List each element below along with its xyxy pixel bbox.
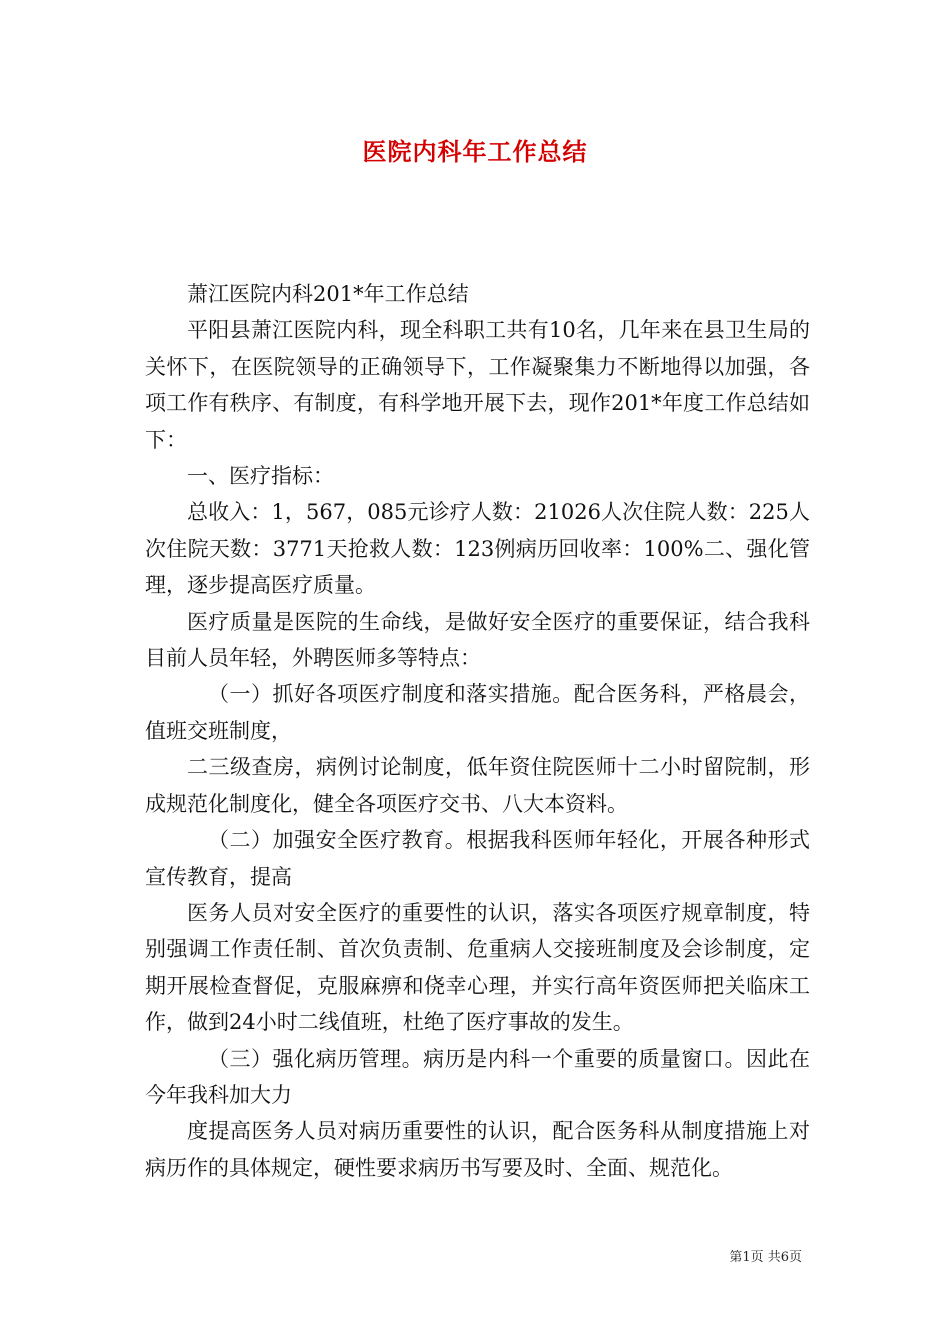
paragraph: 二三级查房，病例讨论制度，低年资住院医师十二小时留院制，形成规范化制度化，健全各项医疗交书、八大本资料。 — [145, 755, 810, 816]
paragraph: （三）强化病历管理。病历是内科一个重要的质量窗口。因此在今年我科加大力 — [145, 1046, 810, 1107]
paragraph: 医疗质量是医院的生命线，是做好安全医疗的重要保证，结合我科目前人员年轻，外聘医师多等特点： — [145, 609, 810, 671]
page-title: 医院内科年工作总结 — [362, 138, 588, 166]
paragraph: 萧江医院内科201*年工作总结 — [187, 282, 469, 306]
paragraph: （二）加强安全医疗教育。根据我科医师年轻化，开展各种形式宣传教育，提高 — [145, 828, 810, 889]
paragraph: 平阳县萧江医院内科，现全科职工共有10名，几年来在县卫生局的关怀下，在医院领导的正确领导下，工作凝聚集力不断地得以加强，各项工作有秩序、有制度，有科学地开展下去，现作201*年度工作总结如下： — [145, 318, 810, 452]
paragraph: 度提高医务人员对病历重要性的认识，配合医务科从制度措施上对病历作的具体规定，硬性要求病历书写要及时、全面、规范化。 — [145, 1119, 810, 1180]
paragraph: 总收入：1，567，085元诊疗人数：21026人次住院人数：225人次住院天数：3771天抢救人数：123例病历回收率：100%二、强化管理，逐步提高医疗质量。 — [145, 500, 810, 598]
paragraph: 医务人员对安全医疗的重要性的认识，落实各项医疗规章制度，特别强调工作责任制、首次负责制、危重病人交接班制度及会诊制度，定期开展检查督促，克服麻痹和侥幸心理，并实行高年资医师把关临床工作，做到24小时二线值班，杜绝了医疗事故的发生。 — [145, 900, 810, 1035]
document-body — [145, 276, 810, 1186]
paragraph: （一）抓好各项医疗制度和落实措施。配合医务科，严格晨会，值班交班制度， — [145, 682, 810, 743]
page-number: 第1页 共6页 — [729, 1250, 802, 1265]
paragraph: 一、医疗指标： — [187, 464, 334, 489]
